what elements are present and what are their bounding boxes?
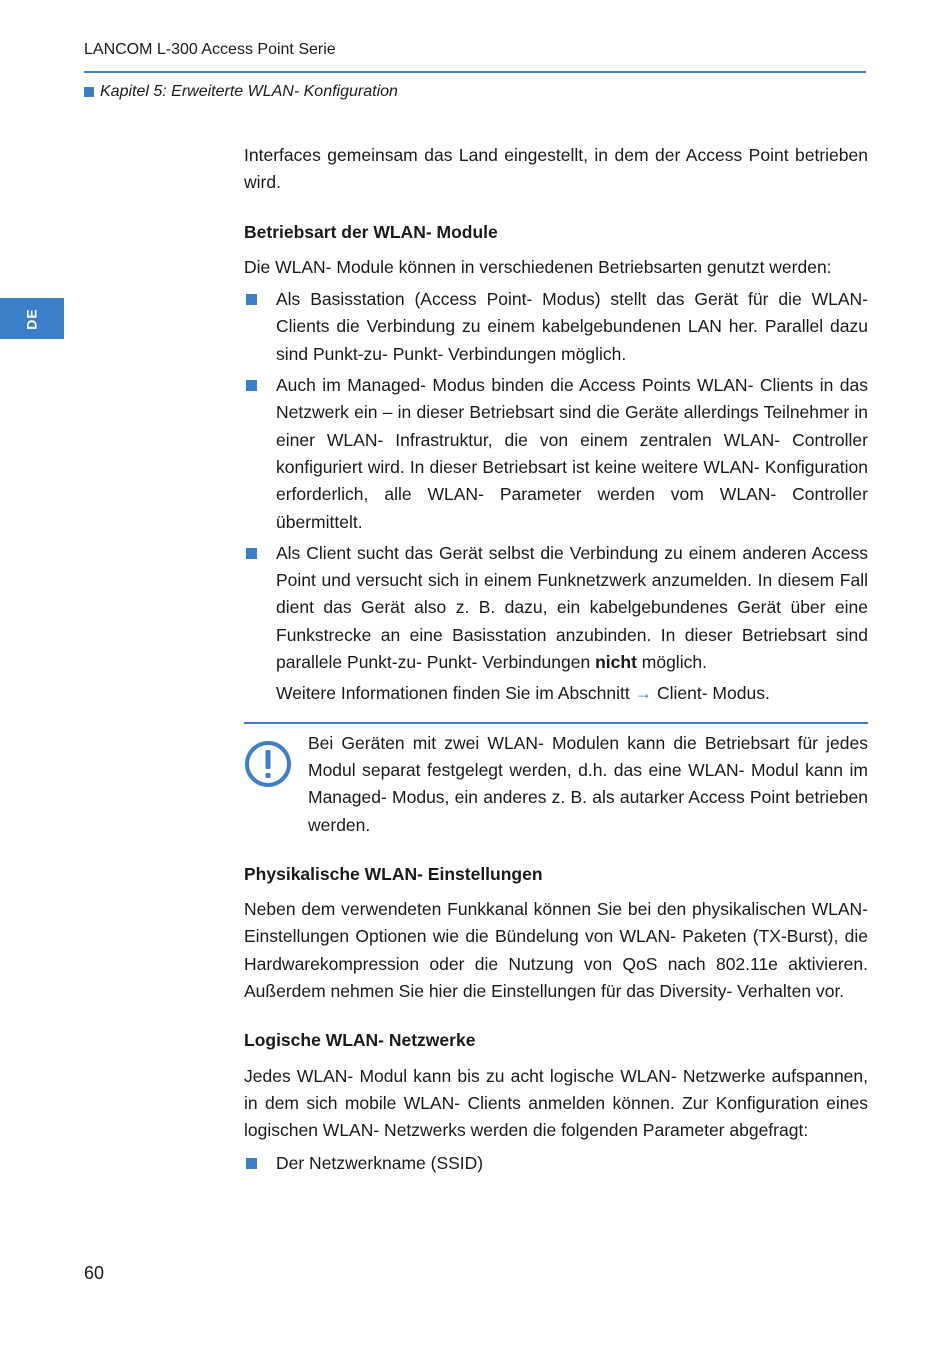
language-tab-label: DE bbox=[23, 307, 40, 330]
section-heading-physikalisch: Physikalische WLAN- Einstellungen bbox=[244, 863, 543, 884]
intro-paragraph: Interfaces gemeinsam das Land eingestellt, in dem der Access Point betrieben wird. bbox=[244, 145, 868, 193]
section3-paragraph: Jedes WLAN- Modul kann bis zu acht logische WLAN- Netzwerke aufspannen, in dem sich mobile WLAN- Clients anmelden können. Zur Konfiguration eines logischen WLAN- Netzwerks werden die folgenden Parameter abgefragt: bbox=[244, 1065, 868, 1141]
running-header-title: LANCOM L-300 Access Point Serie bbox=[84, 41, 336, 58]
main-content bbox=[244, 142, 868, 1181]
bullet-text: Der Netzwerkname (SSID) bbox=[276, 1152, 484, 1173]
bullet-square-icon bbox=[246, 1158, 257, 1169]
section2-paragraph: Neben dem verwendeten Funkkanal können Sie bei den physikalischen WLAN- Einstellungen Optionen wie die Bündelung von WLAN- Paketen (TX-Burst), die Hardwarekompression oder die Nutzung von QoS nach 802.11e aktivieren. Außerdem nehmen Sie hier die Einstellungen für das Diversity- Verhalten vor. bbox=[244, 899, 868, 1002]
chapter-square-icon bbox=[84, 87, 94, 97]
section1-lead: Die WLAN- Module können in verschiedenen Betriebsarten genutzt werden: bbox=[244, 256, 832, 277]
operating-modes-list bbox=[244, 286, 868, 676]
list-item bbox=[244, 1150, 868, 1177]
arrow-right-icon: → bbox=[634, 683, 653, 704]
note-box bbox=[244, 722, 868, 839]
more-info-line bbox=[244, 680, 868, 707]
parameters-list bbox=[244, 1150, 868, 1177]
header-rule bbox=[84, 71, 866, 73]
bullet-text-post: möglich. bbox=[636, 652, 707, 673]
bullet-text: Als Basisstation (Access Point- Modus) stellt das Gerät für die WLAN- Clients die Verbindung zu einem kabelgebundenen LAN her. Parallel dazu sind Punkt-zu- Punkt- Verbindungen möglich. bbox=[276, 289, 868, 364]
bullet-square-icon bbox=[246, 380, 257, 391]
bullet-text-pre: Als Client sucht das Gerät selbst die Verbindung zu einem anderen Access Point und versucht sich in einem Funknetzwerk anzumelden. In diesem Fall dient das Gerät also z. B. dazu, ein kabelgebundenes Gerät über eine Funkstrecke an eine Basisstation anzubinden. In dieser Betriebsart sind parallele Punkt-zu- Punkt- Verbindungen bbox=[276, 542, 868, 673]
bullet-text-emphasis: nicht bbox=[595, 652, 637, 673]
section-heading-betriebsart: Betriebsart der WLAN- Module bbox=[244, 221, 498, 242]
exclamation-icon bbox=[244, 740, 292, 788]
page-number: 60 bbox=[84, 1263, 105, 1283]
section-heading-logisch: Logische WLAN- Netzwerke bbox=[244, 1030, 476, 1051]
bullet-square-icon bbox=[246, 294, 257, 305]
more-info-text: Weitere Informationen finden Sie im Abschnitt bbox=[276, 683, 635, 704]
list-item bbox=[244, 372, 868, 536]
note-text: Bei Geräten mit zwei WLAN- Modulen kann die Betriebsart für jedes Modul separat festgelegt werden, d.h. das eine WLAN- Modul kann im Managed- Modus, ein anderes z. B. als autarker Access Point betrieben werden. bbox=[308, 732, 868, 835]
language-tab bbox=[0, 298, 64, 339]
list-item bbox=[244, 286, 868, 368]
bullet-text: Auch im Managed- Modus binden die Access Points WLAN- Clients in das Netzwerk ein – in dieser Betriebsart sind die Geräte allerdings Teilnehmer in einer WLAN- Infrastruktur, die von einem zentralen WLAN- Controller konfiguriert wird. In dieser Betriebsart ist keine weitere WLAN- Konfiguration erforderlich, alle WLAN- Parameter werden vom WLAN- Controller übermittelt. bbox=[276, 375, 868, 532]
chapter-heading bbox=[84, 83, 398, 101]
bullet-square-icon bbox=[246, 548, 257, 559]
client-mode-link[interactable]: Client- Modus. bbox=[652, 683, 770, 704]
list-item bbox=[244, 540, 868, 676]
chapter-label: Kapitel 5: Erweiterte WLAN- Konfiguration bbox=[100, 83, 398, 100]
